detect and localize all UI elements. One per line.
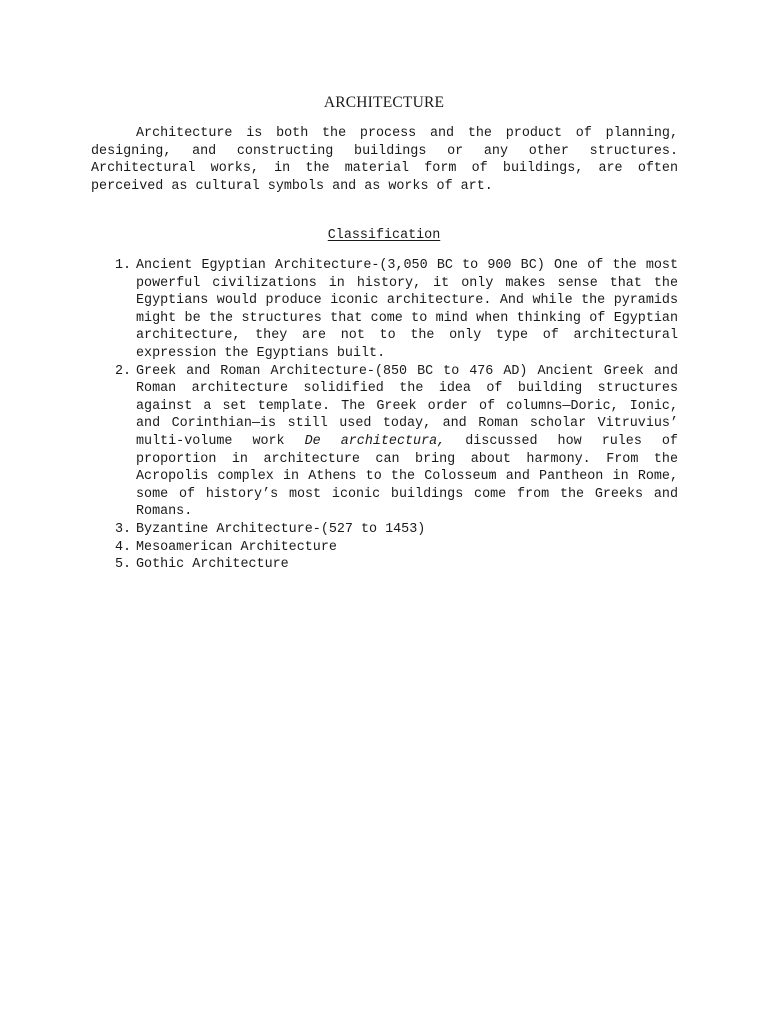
list-item-text: Byzantine Architecture-(527 to 1453) <box>136 521 426 537</box>
list-item <box>91 556 678 574</box>
document-title: ARCHITECTURE <box>323 94 445 111</box>
section-heading-text: Classification <box>327 228 441 243</box>
list-item-number: 5. <box>115 557 132 573</box>
book-title-italic: De architectura, <box>304 433 446 449</box>
list-item-number: 2. <box>115 363 132 379</box>
classification-list <box>91 257 678 574</box>
list-item <box>91 363 678 521</box>
list-item-number: 1. <box>115 258 132 273</box>
list-item-text: Mesoamerican Architecture <box>136 539 337 555</box>
list-item-text-before: Greek and Roman Architecture-(850 BC to 476 AD) Ancient Greek and Roman architecture solidified the idea of building structures against a set template. The Greek order of columns—Doric, Ionic, and Corinthian—is still used today, and Roman scholar Vitruvius’ multi-volume work <box>136 363 678 449</box>
list-item <box>91 539 678 557</box>
list-item-text: Gothic Architecture <box>136 557 289 573</box>
list-item <box>91 257 678 363</box>
list-item-text: Ancient Egyptian Architecture-(3,050 BC to 900 BC) One of the most powerful civilizations in history, it only makes sense that the Egyptians would produce iconic architecture. And while the pyramids might be the structures that come to mind when thinking of Egyptian architecture, they are not to the only type of architectural expression the Egyptians built. <box>136 258 678 361</box>
intro-paragraph: Architecture is both the process and the product of planning, designing, and constructing buildings or any other structures. Architectural works, in the material form of buildings, are often perceived as cultural symbols and as works of art. <box>91 126 678 194</box>
list-item-text <box>136 363 678 521</box>
section-heading <box>0 227 768 245</box>
list-item-number: 4. <box>115 539 132 555</box>
list-item-text-after: discussed how rules of proportion in architecture can bring about harmony. From the Acropolis complex in Athens to the Colosseum and Pantheon in Rome, some of history’s most iconic buildings come from the Greeks and Romans. <box>136 433 678 520</box>
list-item-number: 3. <box>115 521 132 537</box>
list-item <box>91 521 678 539</box>
